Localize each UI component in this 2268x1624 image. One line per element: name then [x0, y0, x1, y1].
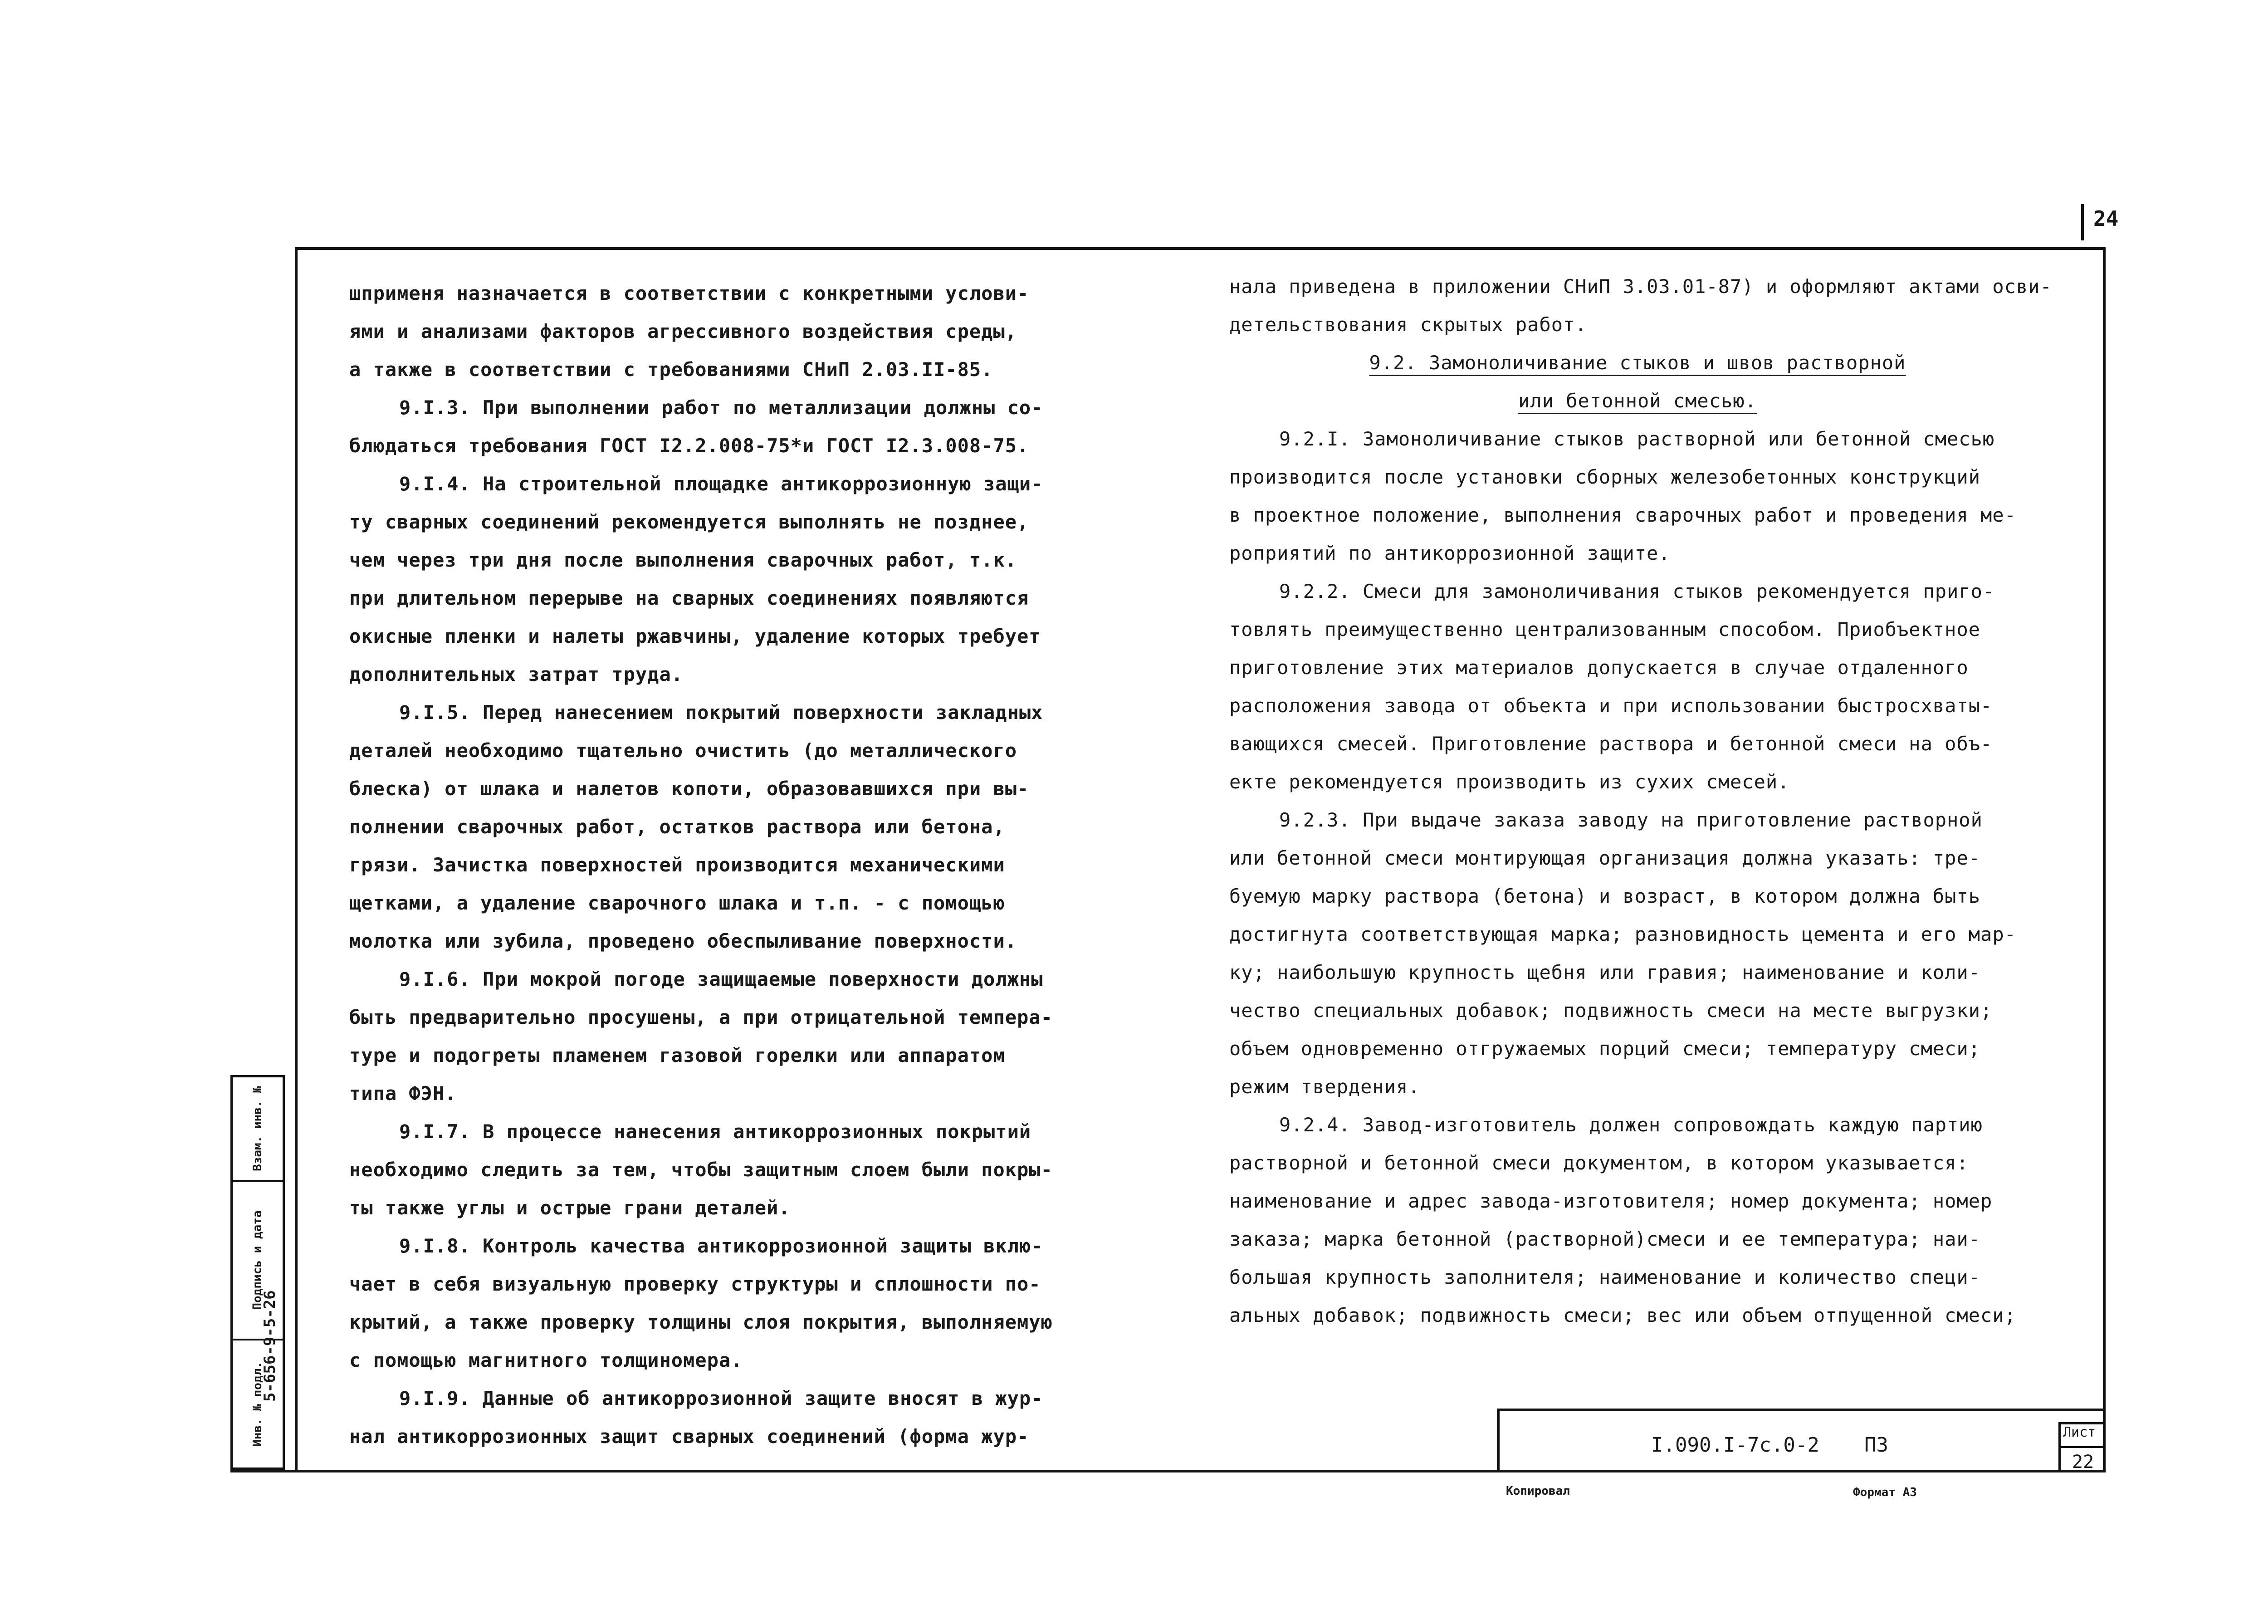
- left-column-line: чает в себя визуальную проверку структуры и сплошности по-: [349, 1273, 1041, 1295]
- right-body-line: 9.2.3. При выдаче заказа заводу на приготовление растворной: [1279, 809, 1983, 831]
- right-body-line: альных добавок; подвижность смеси; вес или объем отпущенной смеси;: [1229, 1304, 2016, 1326]
- left-column-line: молотка или зубила, проведено обеспыливание поверхности.: [349, 930, 1017, 952]
- left-column-line: а также в соответствии с требованиями СНиП 2.03.II-85.: [349, 358, 993, 381]
- footer-format-label: Формат А3: [1853, 1486, 1917, 1499]
- side-stamp-label-signature: Подпись и дата: [251, 1210, 264, 1310]
- left-column-line: 9.I.5. Перед нанесением покрытий поверхности закладных: [399, 701, 1043, 724]
- title-block-sheet-divider: [2058, 1446, 2105, 1448]
- right-body-line: растворной и бетонной смеси документом, в котором указывается:: [1229, 1152, 1969, 1174]
- side-stamp-label-inventory: Инв. № подл.: [251, 1361, 264, 1447]
- right-intro-line: детельствования скрытых работ.: [1229, 313, 1587, 336]
- side-stamp: [230, 1075, 285, 1470]
- right-body-line: или бетонной смеси монтирующая организация должна указать: тре-: [1229, 847, 1981, 869]
- left-column-line: дополнительных затрат труда.: [349, 663, 684, 685]
- right-intro-line: нала приведена в приложении СНиП 3.03.01-87) и оформляют актами осви-: [1229, 275, 2052, 298]
- section-heading-line1: 9.2. Замоноличивание стыков и швов растворной: [1369, 352, 1906, 374]
- frame-left: [295, 247, 298, 1472]
- left-column-line: 9.I.4. На строительной площадке антикоррозионную защи-: [399, 473, 1043, 495]
- left-column-line: блеска) от шлака и налетов копоти, образовавшихся при вы-: [349, 778, 1029, 800]
- right-body-line: расположения завода от объекта и при использовании быстросхваты-: [1229, 695, 1993, 717]
- right-body-line: 9.2.2. Смеси для замоноличивания стыков рекомендуется приго-: [1279, 580, 1995, 602]
- page-number-tick: [2081, 204, 2084, 240]
- right-body-line: 9.2.4. Завод-изготовитель должен сопровождать каждую партию: [1279, 1114, 1983, 1136]
- left-column-line: ты также углы и острые грани деталей.: [349, 1197, 791, 1219]
- left-column-line: 9.I.3. При выполнении работ по металлизации должны со-: [399, 396, 1043, 419]
- right-body-line: 9.2.I. Замоноличивание стыков растворной или бетонной смесью: [1279, 428, 1995, 450]
- left-column-line: типа ФЭН.: [349, 1082, 457, 1105]
- right-body-line: объем одновременно отгружаемых порций смеси; температуру смеси;: [1229, 1037, 1981, 1060]
- title-block-sheet-label: Лист: [2063, 1424, 2096, 1440]
- side-stamp-cell-replace: [233, 1077, 283, 1182]
- left-column-line: 9.I.7. В процессе нанесения антикоррозионных покрытий: [399, 1120, 1031, 1143]
- left-column-line: щетками, а удаление сварочного шлака и т.п. - с помощью: [349, 892, 1005, 914]
- left-column-line: при длительном перерыве на сварных соединениях появляются: [349, 587, 1029, 609]
- left-column-line: шприменя назначается в соответствии с конкретными услови-: [349, 282, 1029, 304]
- left-column-line: ту сварных соединений рекомендуется выполнять не позднее,: [349, 511, 1029, 533]
- right-column: [1229, 268, 2052, 1335]
- left-column-line: необходимо следить за тем, чтобы защитным слоем были покры-: [349, 1159, 1053, 1181]
- left-column-line: крытий, а также проверку толщины слоя покрытия, выполняемую: [349, 1311, 1053, 1333]
- right-body-line: роприятий по антикоррозионной защите.: [1229, 542, 1671, 564]
- left-column-line: деталей необходимо тщательно очистить (до металлического: [349, 739, 1017, 762]
- left-column-line: грязи. Зачистка поверхностей производится механическими: [349, 854, 1005, 876]
- left-column: [349, 274, 1075, 1456]
- frame-top: [295, 247, 2105, 250]
- right-body-line: чество специальных добавок; подвижность смеси на месте выгрузки;: [1229, 999, 1993, 1022]
- left-column-line: 9.I.9. Данные об антикоррозионной защите вносят в жур-: [399, 1387, 1043, 1409]
- right-body-line: производится после установки сборных железобетонных конструкций: [1229, 466, 1981, 488]
- left-column-line: полнении сварочных работ, остатков раствора или бетона,: [349, 816, 1005, 838]
- right-body-line: товлять преимущественно централизованным способом. Приобъектное: [1229, 618, 1981, 641]
- left-column-line: окисные пленки и налеты ржавчины, удаление которых требует: [349, 625, 1041, 647]
- side-stamp-label-replace: Взам. инв. №: [251, 1086, 264, 1171]
- right-body-line: наименование и адрес завода-изготовителя; номер документа; номер: [1229, 1190, 1993, 1212]
- right-body-line: буемую марку раствора (бетона) и возраст, в котором должна быть: [1229, 885, 1981, 907]
- right-body-line: в проектное положение, выполнения сварочных работ и проведения ме-: [1229, 504, 2016, 526]
- left-column-line: с помощью магнитного толщиномера.: [349, 1349, 743, 1371]
- left-column-line: быть предварительно просушены, а при отрицательной темпера-: [349, 1006, 1053, 1028]
- left-column-line: 9.I.6. При мокрой погоде защищаемые поверхности должны: [399, 968, 1043, 990]
- left-column-line: ями и анализами факторов агрессивного воздействия среды,: [349, 320, 1017, 342]
- footer-copied-label: Копировал: [1506, 1484, 1570, 1498]
- right-body-line: екте рекомендуется производить из сухих смесей.: [1229, 771, 1790, 793]
- side-stamp-inventory-value: 5-656-9-5-26: [261, 1290, 279, 1402]
- right-body-line: большая крупность заполнителя; наименование и количество специ-: [1229, 1266, 1981, 1288]
- left-column-line: туре и подогреты пламенем газовой горелки или аппаратом: [349, 1044, 1005, 1066]
- frame-right: [2103, 247, 2106, 1472]
- section-heading-line2: или бетонной смесью.: [1518, 390, 1757, 412]
- left-column-line: чем через три дня после выполнения сварочных работ, т.к.: [349, 549, 1017, 571]
- title-block-doc-code: ПЗ: [1864, 1433, 1888, 1457]
- left-column-line: блюдаться требования ГОСТ I2.2.008-75*и ГОСТ I2.3.008-75.: [349, 435, 1029, 457]
- right-body-line: вающихся смесей. Приготовление раствора и бетонной смеси на объ-: [1229, 733, 1993, 755]
- title-block-sheet-number: 22: [2072, 1452, 2094, 1472]
- right-body-line: заказа; марка бетонной (растворной)смеси и ее температура; наи-: [1229, 1228, 1981, 1250]
- left-column-line: нал антикоррозионных защит сварных соединений (форма жур-: [349, 1425, 1029, 1448]
- title-block-designation: I.090.I-7с.0-2: [1651, 1433, 1819, 1457]
- right-body-line: ку; наибольшую крупность щебня или гравия; наименование и коли-: [1229, 961, 1981, 983]
- right-body-line: приготовление этих материалов допускается в случае отдаленного: [1229, 656, 1969, 679]
- page-number-top: 24: [2093, 206, 2119, 231]
- right-body-line: режим твердения.: [1229, 1076, 1420, 1098]
- left-column-line: 9.I.8. Контроль качества антикоррозионной защиты вклю-: [399, 1235, 1043, 1257]
- right-body-line: достигнута соответствующая марка; разновидность цемента и его мар-: [1229, 923, 2016, 945]
